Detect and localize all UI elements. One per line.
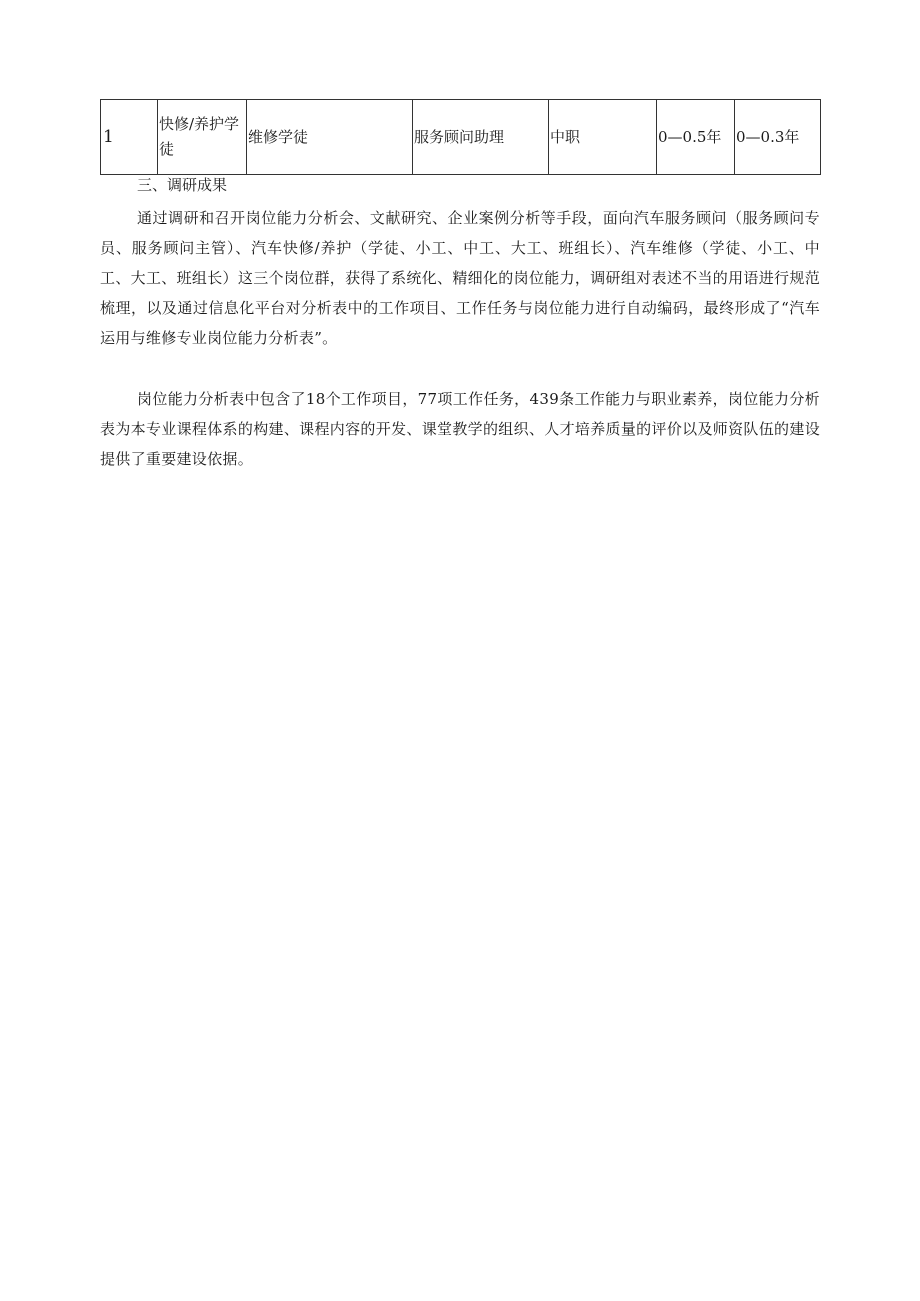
related-position-cell: 服务顾问助理 (413, 100, 549, 175)
row-number: 1 (101, 100, 158, 175)
section-heading: 三、调研成果 (137, 176, 228, 194)
paragraph-research-results: 通过调研和召开岗位能力分析会、文献研究、企业案例分析等手段，面向汽车服务顾问（服务顾问专员、服务顾问主管）、汽车快修/养护（学徒、小工、中工、大工、班组长）、汽车维修（学徒、小工、中工、大工、班组长）这三个岗位群，获得了系统化、精细化的岗位能力，调研组对表述不当的用语进行规范梳理，以及通过信息化平台对分析表中的工作项目、工作任务与岗位能力进行自动编码，最终形成了“汽车运用与维修专业岗位能力分析表”。 (100, 209, 820, 347)
experience-a-cell: 0—0.5年 (657, 100, 735, 175)
paragraph-analysis-summary: 岗位能力分析表中包含了18个工作项目，77项工作任务，439条工作能力与职业素养，岗位能力分析表为本专业课程体系的构建、课程内容的开发、课堂教学的组织、人才培养质量的评价以及师资队伍的建设提供了重要建设依据。 (100, 390, 820, 468)
table-row (101, 100, 821, 175)
experience-b-cell: 0—0.3年 (735, 100, 821, 175)
position-title-cell: 维修学徒 (247, 100, 413, 175)
position-group-cell: 快修/养护学徒 (158, 100, 247, 175)
education-cell: 中职 (549, 100, 657, 175)
position-table (100, 99, 821, 175)
